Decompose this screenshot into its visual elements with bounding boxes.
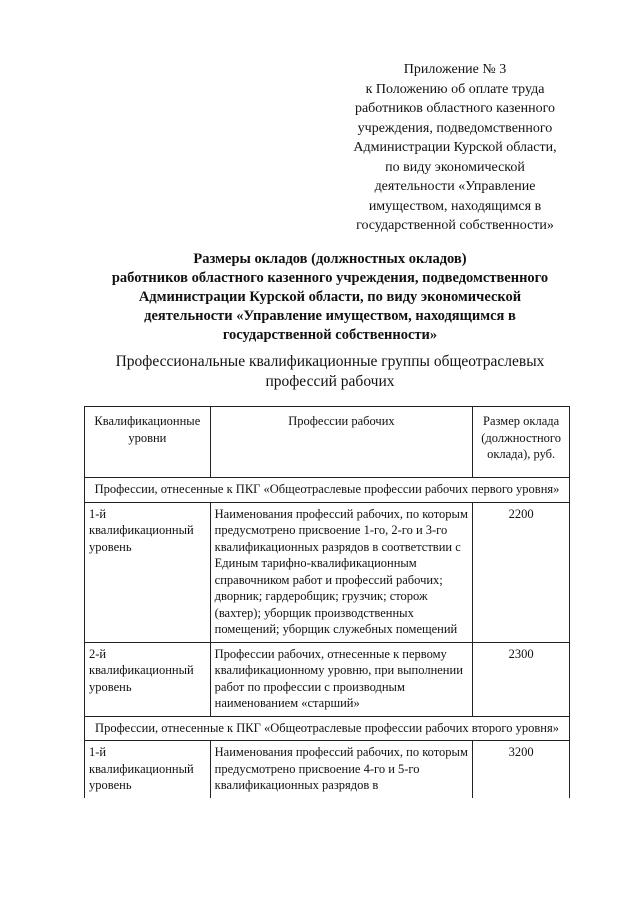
group-title: Профессии, отнесенные к ПКГ «Общеотраслевые профессии рабочих первого уровня» [85,478,570,503]
group-header-row [85,478,570,503]
professions-cell: Наименования профессий рабочих, по которым предусмотрено присвоение 1-го, 2-го и 3-го квалификационных разрядов в соответствии с Единым тарифно-квалификационным справочником работ и профессий рабочих; дворник; гардеробщик; грузчик; сторож (вахтер); уборщик производственных помещений; уборщик служебных помещений [210,502,473,642]
appendix-line: по виду экономической [385,159,525,175]
title-line: Администрации Курской области, по виду экономической [138,289,522,305]
professions-cell: Профессии рабочих, отнесенные к первому квалификационному уровню, при выполнении работ по профессии с производным наименованием «старший» [210,642,473,716]
group-header-row [85,716,570,741]
title-line: деятельности «Управление имуществом, находящимся в [144,308,516,324]
appendix-line: имуществом, находящимся в [368,198,542,214]
table-row [85,741,570,798]
header-level: Квалификационные уровни [85,407,211,478]
appendix-line: Приложение № 3 [403,62,507,77]
subtitle-line: Профессиональные квалификационные группы общеотраслевых [115,353,545,370]
header-salary: Размер оклада (должностного оклада), руб. [473,407,570,478]
appendix-header [330,60,580,236]
appendix-line: к Положению об оплате труда [365,81,545,97]
appendix-line: государственной собственности» [356,218,554,233]
salary-cell: 2200 [473,502,570,642]
header-professions: Профессии рабочих [210,407,473,478]
appendix-line: работников областного казенного [354,101,556,116]
group-title: Профессии, отнесенные к ПКГ «Общеотраслевые профессии рабочих второго уровня» [85,716,570,741]
level-cell: 1-й квалификационный уровень [85,741,211,798]
table-row [85,642,570,716]
salary-table [84,406,570,798]
salary-cell: 3200 [473,741,570,798]
title-line: Размеры окладов (должностных окладов) [193,251,467,267]
professions-cell: Наименования профессий рабочих, по которым предусмотрено присвоение 4-го и 5-го квалификационных разрядов в [210,741,473,798]
table-header-row [85,407,570,478]
appendix-line: учреждения, подведомственного [357,120,553,136]
appendix-line: деятельности «Управление [374,179,536,194]
section-subtitle [60,352,600,392]
subtitle-line: профессий рабочих [265,373,395,390]
document-title [60,250,600,345]
level-cell: 2-й квалификационный уровень [85,642,211,716]
title-line: государственной собственности» [222,327,438,343]
appendix-line: Администрации Курской области, [353,140,557,155]
salary-cell: 2300 [473,642,570,716]
level-cell: 1-й квалификационный уровень [85,502,211,642]
title-line: работников областного казенного учреждения, подведомственного [111,270,549,286]
table-row [85,502,570,642]
